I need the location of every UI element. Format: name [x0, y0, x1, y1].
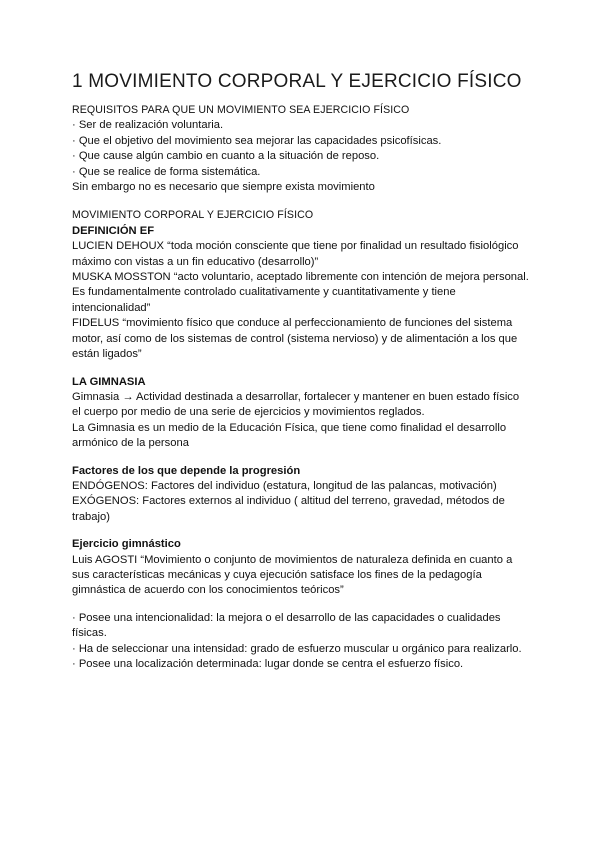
ejercicio-bullet: · Posee una intencionalidad: la mejora o el desarrollo de las capacidades o cualidades [72, 611, 501, 624]
requisitos-item: · Que el objetivo del movimiento sea mejorar las capacidades psicofísicas. [72, 134, 442, 147]
factores-line: ENDÓGENOS: Factores del individuo (estatura, longitud de las palancas, motivación) [72, 479, 497, 492]
ejercicio-bullet: · Ha de seleccionar una intensidad: grado de esfuerzo muscular u orgánico para realizarlo. [72, 642, 522, 655]
factores-line: trabajo) [72, 510, 110, 523]
definicion-subheading: DEFINICIÓN EF [72, 224, 155, 237]
ejercicio-heading: Ejercicio gimnástico [72, 538, 181, 551]
page-title: 1 MOVIMIENTO CORPORAL Y EJERCICIO FÍSICO [72, 71, 522, 92]
requisitos-item: · Que se realice de forma sistemática. [72, 165, 261, 178]
requisitos-heading: REQUISITOS PARA QUE UN MOVIMIENTO SEA EJERCICIO FÍSICO [72, 104, 410, 116]
gimnasia-line: Gimnasia → Actividad destinada a desarrollar, fortalecer y mantener en buen estado físico [72, 390, 520, 403]
factores-heading: Factores de los que depende la progresión [72, 464, 301, 477]
gimnasia-line: armónico de la persona [72, 437, 189, 450]
gimnasia-heading: LA GIMNASIA [72, 375, 146, 388]
definicion-line: están ligados” [72, 348, 142, 361]
gimnasia-line: el cuerpo por medio de una serie de ejercicios y movimientos reglados. [72, 406, 425, 419]
definicion-line: MUSKA MOSSTON “acto voluntario, aceptado libremente con intención de mejora personal. [72, 271, 529, 284]
ejercicio-bullet: físicas. [72, 627, 107, 640]
definicion-line: intencionalidad” [72, 301, 151, 314]
requisitos-note: Sin embargo no es necesario que siempre exista movimiento [72, 181, 375, 194]
definicion-heading: MOVIMIENTO CORPORAL Y EJERCICIO FÍSICO [72, 209, 314, 222]
ejercicio-line: sus características mecánicas y cuya ejecución satisface los fines de la pedagogía [72, 568, 482, 581]
ejercicio-line: gimnástica de acuerdo con los conocimientos teóricos” [72, 584, 344, 597]
spacer [72, 452, 542, 464]
document-content [72, 70, 542, 672]
factores-line: EXÓGENOS: Factores externos al individuo ( altitud del terreno, gravedad, métodos de [72, 495, 505, 508]
ejercicio-bullet: · Posee una localización determinada: lugar donde se centra el esfuerzo físico. [72, 658, 464, 670]
definicion-line: máximo con vistas a un fin educativo (desarrollo)” [72, 255, 319, 268]
definicion-line: Es fundamentalmente controlado cualitativamente y cuantitativamente y tiene [72, 286, 456, 299]
requisitos-item: · Ser de realización voluntaria. [72, 119, 224, 132]
definicion-line: motor, así como de los sistemas de control (sistema nervioso) y de alimentación a los que [72, 332, 518, 345]
spacer [72, 599, 542, 611]
gimnasia-line: La Gimnasia es un medio de la Educación Física, que tiene como finalidad el desarrollo [72, 421, 507, 434]
definicion-line: LUCIEN DEHOUX “toda moción consciente que tiene por finalidad un resultado fisiológico [72, 240, 519, 253]
ejercicio-line: Luis AGOSTI “Movimiento o conjunto de movimientos de naturaleza definida en cuanto a [72, 553, 513, 566]
spacer [72, 195, 542, 208]
definicion-line: FIDELUS “movimiento físico que conduce al perfeccionamiento de funciones del sistema [72, 317, 513, 330]
spacer [72, 363, 542, 375]
spacer [72, 525, 542, 537]
requisitos-item: · Que cause algún cambio en cuanto a la situación de reposo. [72, 150, 380, 163]
